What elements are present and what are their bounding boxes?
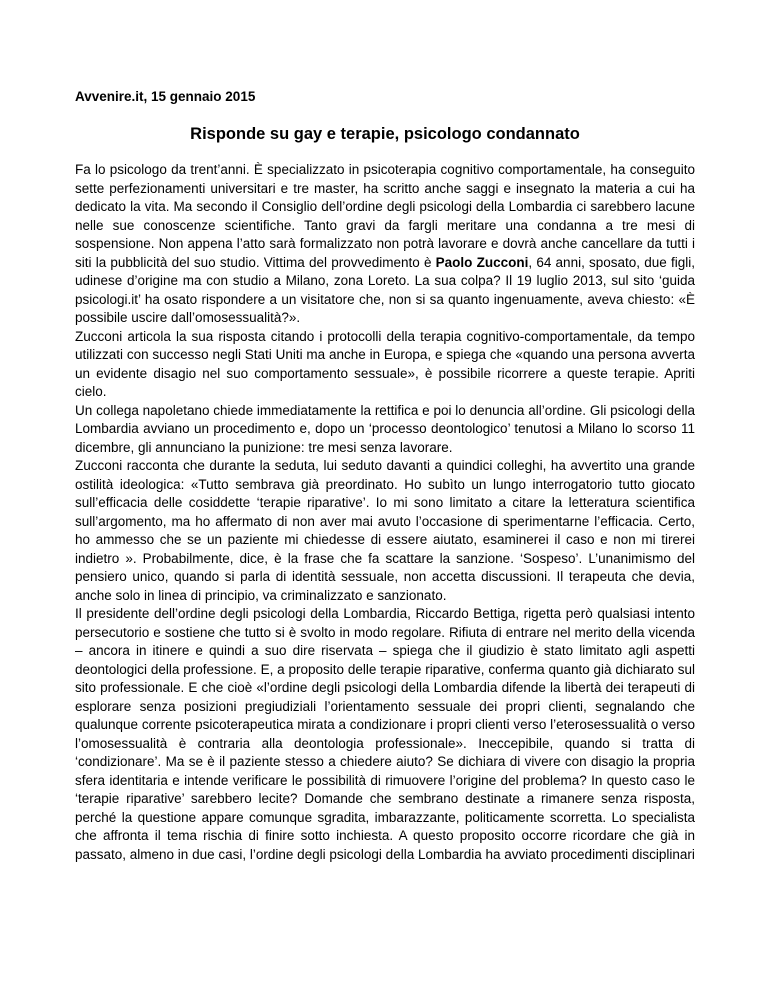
article-body: [75, 161, 695, 864]
paragraph-text: , 64 anni, sposato, due figli, udinese d’origine ma con studio a Milano, zona Loreto. La sua colpa? Il 19 luglio 2013, sul sito ‘guida psicologi.it’ ha osato rispondere a un visitatore che, non si sa quanto ingenuamente, aveva chiesto: «È possibile uscire dall’omosessualità?».: [75, 254, 695, 325]
paragraph: [75, 161, 695, 328]
paragraph: Un collega napoletano chiede immediatamente la rettifica e poi lo denuncia all’ordine. Gli psicologi della Lombardia avviano un procedimento e, dopo un ‘processo deontologico’ tenutosi a Milano lo scorso 11 dicembre, gli annunciano la punizione: tre mesi senza lavorare.: [75, 402, 695, 455]
article-source: Avvenire.it, 15 gennaio 2015: [75, 89, 256, 104]
paragraph: Zucconi racconta che durante la seduta, lui seduto davanti a quindici colleghi, ha avvertito una grande ostilità ideologica: «Tutto sembrava già preordinato. Ho subìto un lungo interrogatorio tutto giocato sull’efficacia delle cosiddette ‘terapie riparative’. Io mi sono limitato a citare la letteratura scientifica sull’argomento, ma ho affermato di non aver mai avuto l’occasione di sperimentarne l’efficacia. Certo, ho ammesso che se un paziente mi chiedesse di essere aiutato, esaminerei il caso e non mi tirerei indietro ». Probabilmente, dice, è la frase che fa scattare la sanzione. ‘Sospeso’. L’unanimismo del pensiero unico, quando si parla di identità sessuale, non accetta discussioni. Il terapeuta che devia, anche solo in linea di principio, va criminalizzato e sanzionato.: [75, 458, 695, 603]
person-name: Paolo Zucconi: [435, 254, 529, 270]
paragraph: Il presidente dell’ordine degli psicologi della Lombardia, Riccardo Bettiga, rigetta però qualsiasi intento persecutorio e sostiene che tutto si è svolto in modo regolare. Rifiuta di entrare nel merito della vicenda – ancora in itinere e quindi a suo dire riservata – spiega che il giudizio è stato limitato agli aspetti deontologici della professione. E, a proposito delle terapie riparative, conferma quanto già dichiarato sul sito professionale. E che cioè «l’ordine degli psicologi della Lombardia difende la libertà dei terapeuti di esplorare senza posizioni pregiudiziali l’orientamento sessuale dei propri clienti, segnalando che qualunque corrente psicoterapeutica mirata a condizionare i propri clienti verso l’eterosessualità o verso l’omosessualità è contraria alla deontologia professionale». Ineccepibile, quando si tratta di ‘condizionare’. Ma se è il paziente stesso a chiedere aiuto? Se dichiara di vivere con disagio la propria sfera identitaria e intende verificare le possibilità di rimuovere l’origine del problema? In questo caso le ‘terapie riparative’ sarebbero lecite? Domande che sembrano destinate a rimanere senza risposta, perché la questione appare comunque sgradita, imbarazzante, politicamente scorretta. Lo specialista che affronta il tema rischia di finire sotto inchiesta. A questo proposito occorre ricordare che già in passato, almeno in due casi, l’ordine degli psicologi della Lombardia ha avviato procedimenti disciplinari: [75, 606, 695, 862]
paragraph: Zucconi articola la sua risposta citando i protocolli della terapia cognitivo-comportamentale, da tempo utilizzati con successo negli Stati Uniti ma anche in Europa, e spiega che «quando una persona avverta un evidente disagio nel suo comportamento sessuale», è possibile ricorrere a queste terapie. Apriti cielo.: [75, 328, 695, 399]
document-content: [75, 88, 695, 864]
paragraph-text: Fa lo psicologo da trent’anni. È specializzato in psicoterapia cognitivo comportamentale, ha conseguito sette perfezionamenti universitari e tre master, ha scritto anche saggi e insegnato la materia a cui ha dedicato la vita. Ma secondo il Consiglio dell’ordine degli psicologi della Lombardia ci sarebbero lacune nelle sue conoscenze scientifiche. Tanto gravi da fargli meritare una condanna a tre mesi di sospensione. Non appena l’atto sarà formalizzato non potrà lavorare e dovrà anche cancellare da tutti i siti la pubblicità del suo studio. Vittima del provvedimento è: [75, 162, 695, 270]
article-title: Risponde su gay e terapie, psicologo condannato: [190, 125, 580, 143]
